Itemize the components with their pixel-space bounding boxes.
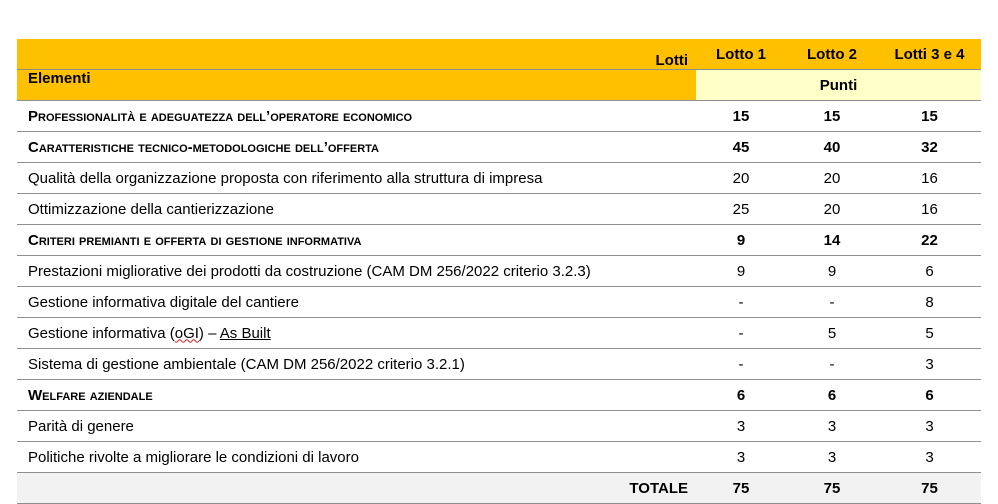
points-cell: 6 <box>696 380 786 411</box>
criterion-label: Prestazioni migliorative dei prodotti da costruzione (CAM DM 256/2022 criterio 3.2.3) <box>17 256 696 287</box>
points-cell: 15 <box>878 101 981 132</box>
points-cell: 15 <box>696 101 786 132</box>
points-cell: 6 <box>878 380 981 411</box>
criterion-label: Sistema di gestione ambientale (CAM DM 256/2022 criterio 3.2.1) <box>17 349 696 380</box>
category-label: Criteri premianti e offerta di gestione informativa <box>17 225 696 256</box>
criterion-row <box>17 287 981 318</box>
points-cell: 5 <box>786 318 878 349</box>
points-cell: 3 <box>696 411 786 442</box>
elementi-header: Elementi <box>17 70 696 101</box>
points-cell: 14 <box>786 225 878 256</box>
category-label: Caratteristiche tecnico-metodologiche dell’offerta <box>17 132 696 163</box>
category-label: Professionalità e adeguatezza dell’operatore economico <box>17 101 696 132</box>
header-row-punti <box>17 70 981 101</box>
points-cell: 6 <box>878 256 981 287</box>
total-row <box>17 473 981 504</box>
points-cell: - <box>696 318 786 349</box>
points-cell: 9 <box>786 256 878 287</box>
points-cell: 3 <box>786 442 878 473</box>
points-cell: 3 <box>878 442 981 473</box>
points-cell: - <box>786 349 878 380</box>
points-cell: - <box>696 287 786 318</box>
criterion-label: Ottimizzazione della cantierizzazione <box>17 194 696 225</box>
criterion-row <box>17 349 981 380</box>
total-cell: 75 <box>696 473 786 504</box>
category-row <box>17 132 981 163</box>
points-cell: 22 <box>878 225 981 256</box>
total-cell: 75 <box>786 473 878 504</box>
points-cell: 15 <box>786 101 878 132</box>
points-cell: 40 <box>786 132 878 163</box>
points-cell: 6 <box>786 380 878 411</box>
criterion-label <box>17 318 696 349</box>
criterion-row <box>17 318 981 349</box>
points-cell: - <box>786 287 878 318</box>
points-cell: 32 <box>878 132 981 163</box>
total-cell: 75 <box>878 473 981 504</box>
points-cell: 9 <box>696 256 786 287</box>
criterion-label: Gestione informativa digitale del cantiere <box>17 287 696 318</box>
criterion-row <box>17 442 981 473</box>
criterion-row <box>17 256 981 287</box>
lot-2-header: Lotto 2 <box>786 39 878 70</box>
category-row <box>17 101 981 132</box>
criterion-row <box>17 411 981 442</box>
category-row <box>17 380 981 411</box>
points-cell: 45 <box>696 132 786 163</box>
category-row <box>17 225 981 256</box>
points-cell: 8 <box>878 287 981 318</box>
points-cell: 3 <box>786 411 878 442</box>
points-cell: 3 <box>878 411 981 442</box>
header-row-lots <box>17 39 981 70</box>
criterion-label: Qualità della organizzazione proposta con riferimento alla struttura di impresa <box>17 163 696 194</box>
criterion-row <box>17 194 981 225</box>
lot-3-4-header: Lotti 3 e 4 <box>878 39 981 70</box>
points-cell: 9 <box>696 225 786 256</box>
label-part: Gestione informativa ( <box>28 324 175 342</box>
lotti-header: Lotti <box>17 39 696 70</box>
label-part: As Built <box>219 324 271 342</box>
points-cell: 20 <box>786 163 878 194</box>
punti-header: Punti <box>696 70 981 101</box>
points-cell: 16 <box>878 163 981 194</box>
label-part: ) – <box>198 324 220 342</box>
total-label: TOTALE <box>17 473 696 504</box>
points-cell: 25 <box>696 194 786 225</box>
points-table <box>17 39 981 504</box>
points-cell: 16 <box>878 194 981 225</box>
points-cell: 3 <box>696 442 786 473</box>
points-cell: 5 <box>878 318 981 349</box>
points-cell: 20 <box>786 194 878 225</box>
criterion-label: Parità di genere <box>17 411 696 442</box>
criterion-label: Politiche rivolte a migliorare le condizioni di lavoro <box>17 442 696 473</box>
criterion-row <box>17 163 981 194</box>
category-label: Welfare aziendale <box>17 380 696 411</box>
points-cell: 20 <box>696 163 786 194</box>
lot-1-header: Lotto 1 <box>696 39 786 70</box>
points-cell: 3 <box>878 349 981 380</box>
points-cell: - <box>696 349 786 380</box>
label-part: oGI <box>174 324 199 342</box>
